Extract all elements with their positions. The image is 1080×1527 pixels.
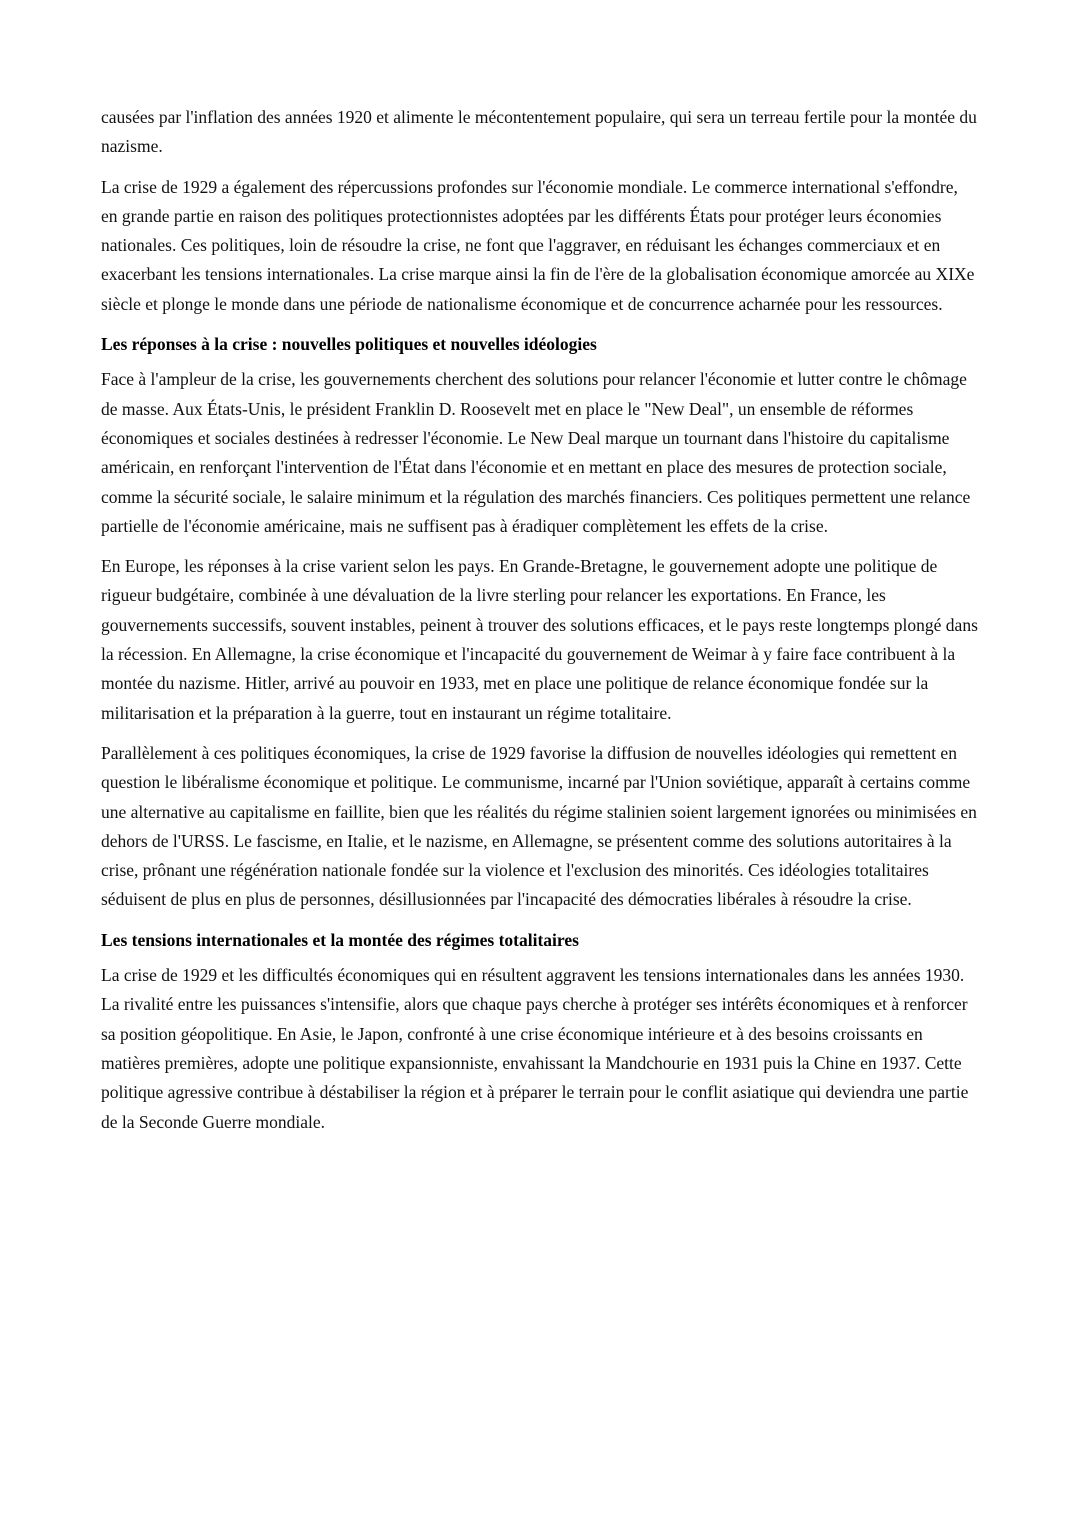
paragraph-tensions-1930: La crise de 1929 et les difficultés économiques qui en résultent aggravent les tensions internationales dans les années 1930. La rivalité entre les puissances s'intensifie, alors que chaque pays cherche à protéger ses intérêts économiques et à renforcer sa position géopolitique. En Asie, le Japon, confronté à une crise économique intérieure et à des besoins croissants en matières premières, adopte une politique expansionniste, envahissant la Mandchourie en 1931 puis la Chine en 1937. Cette politique agressive contribue à déstabiliser la région et à préparer le terrain pour le conflit asiatique qui deviendra une partie de la Seconde Guerre mondiale. [101, 965, 969, 1132]
section-heading-reponses-crise: Les réponses à la crise : nouvelles politiques et nouvelles idéologies [101, 334, 597, 355]
paragraph-europe-reponses: En Europe, les réponses à la crise varient selon les pays. En Grande-Bretagne, le gouvernement adopte une politique de rigueur budgétaire, combinée à une dévaluation de la livre sterling pour relancer les exportations. En France, les gouvernements successifs, souvent instables, peinent à trouver des solutions efficaces, et le pays reste longtemps plongé dans la récession. En Allemagne, la crise économique et l'incapacité du gouvernement de Weimar à y faire face contribuent à la montée du nazisme. Hitler, arrivé au pouvoir en 1933, met en place une politique de relance économique fondée sur la militarisation et la préparation à la guerre, tout en instaurant un régime totalitaire. [101, 556, 978, 723]
paragraph-new-deal: Face à l'ampleur de la crise, les gouvernements cherchent des solutions pour relancer l'économie et lutter contre le chômage de masse. Aux États-Unis, le président Franklin D. Roosevelt met en place le "New Deal", un ensemble de réformes économiques et sociales destinées à redresser l'économie. Le New Deal marque un tournant dans l'histoire du capitalisme américain, en renforçant l'intervention de l'État dans l'économie et en mettant en place des mesures de protection sociale, comme la sécurité sociale, le salaire minimum et la régulation des marchés financiers. Ces politiques permettent une relance partielle de l'économie américaine, mais ne suffisent pas à éradiquer complètement les effets de la crise. [101, 369, 971, 536]
paragraph-nouvelles-ideologies: Parallèlement à ces politiques économiques, la crise de 1929 favorise la diffusion de nouvelles idéologies qui remettent en question le libéralisme économique et politique. Le communisme, incarné par l'Union soviétique, apparaît à certains comme une alternative au capitalisme en faillite, bien que les réalités du régime stalinien soient largement ignorées ou minimisées en dehors de l'URSS. Le fascisme, en Italie, et le nazisme, en Allemagne, se présentent comme des solutions autoritaires à la crise, prônant une régénération nationale fondée sur la violence et l'exclusion des minorités. Ces idéologies totalitaires séduisent de plus en plus de personnes, désillusionnées par l'incapacité des démocraties libérales à résoudre la crise. [101, 742, 977, 910]
section-heading-tensions-internationales: Les tensions internationales et la montée des régimes totalitaires [101, 929, 579, 950]
paragraph-crise-economie-mondiale: La crise de 1929 a également des répercussions profondes sur l'économie mondiale. Le commerce international s'effondre, en grande partie en raison des politiques protectionnistes adoptées par les différents États pour protéger leurs économies nationales. Ces politiques, loin de résoudre la crise, ne font que l'aggraver, en réduisant les échanges commerciaux et en exacerbant les tensions internationales. La crise marque ainsi la fin de l'ère de la globalisation économique amorcée au XIXe siècle et plonge le monde dans une période de nationalisme économique et de concurrence acharnée pour les ressources. [101, 176, 975, 314]
document-body [101, 103, 978, 1137]
paragraph-continuation: causées par l'inflation des années 1920 et alimente le mécontentement populaire, qui sera un terreau fertile pour la montée du nazisme. [101, 107, 977, 157]
